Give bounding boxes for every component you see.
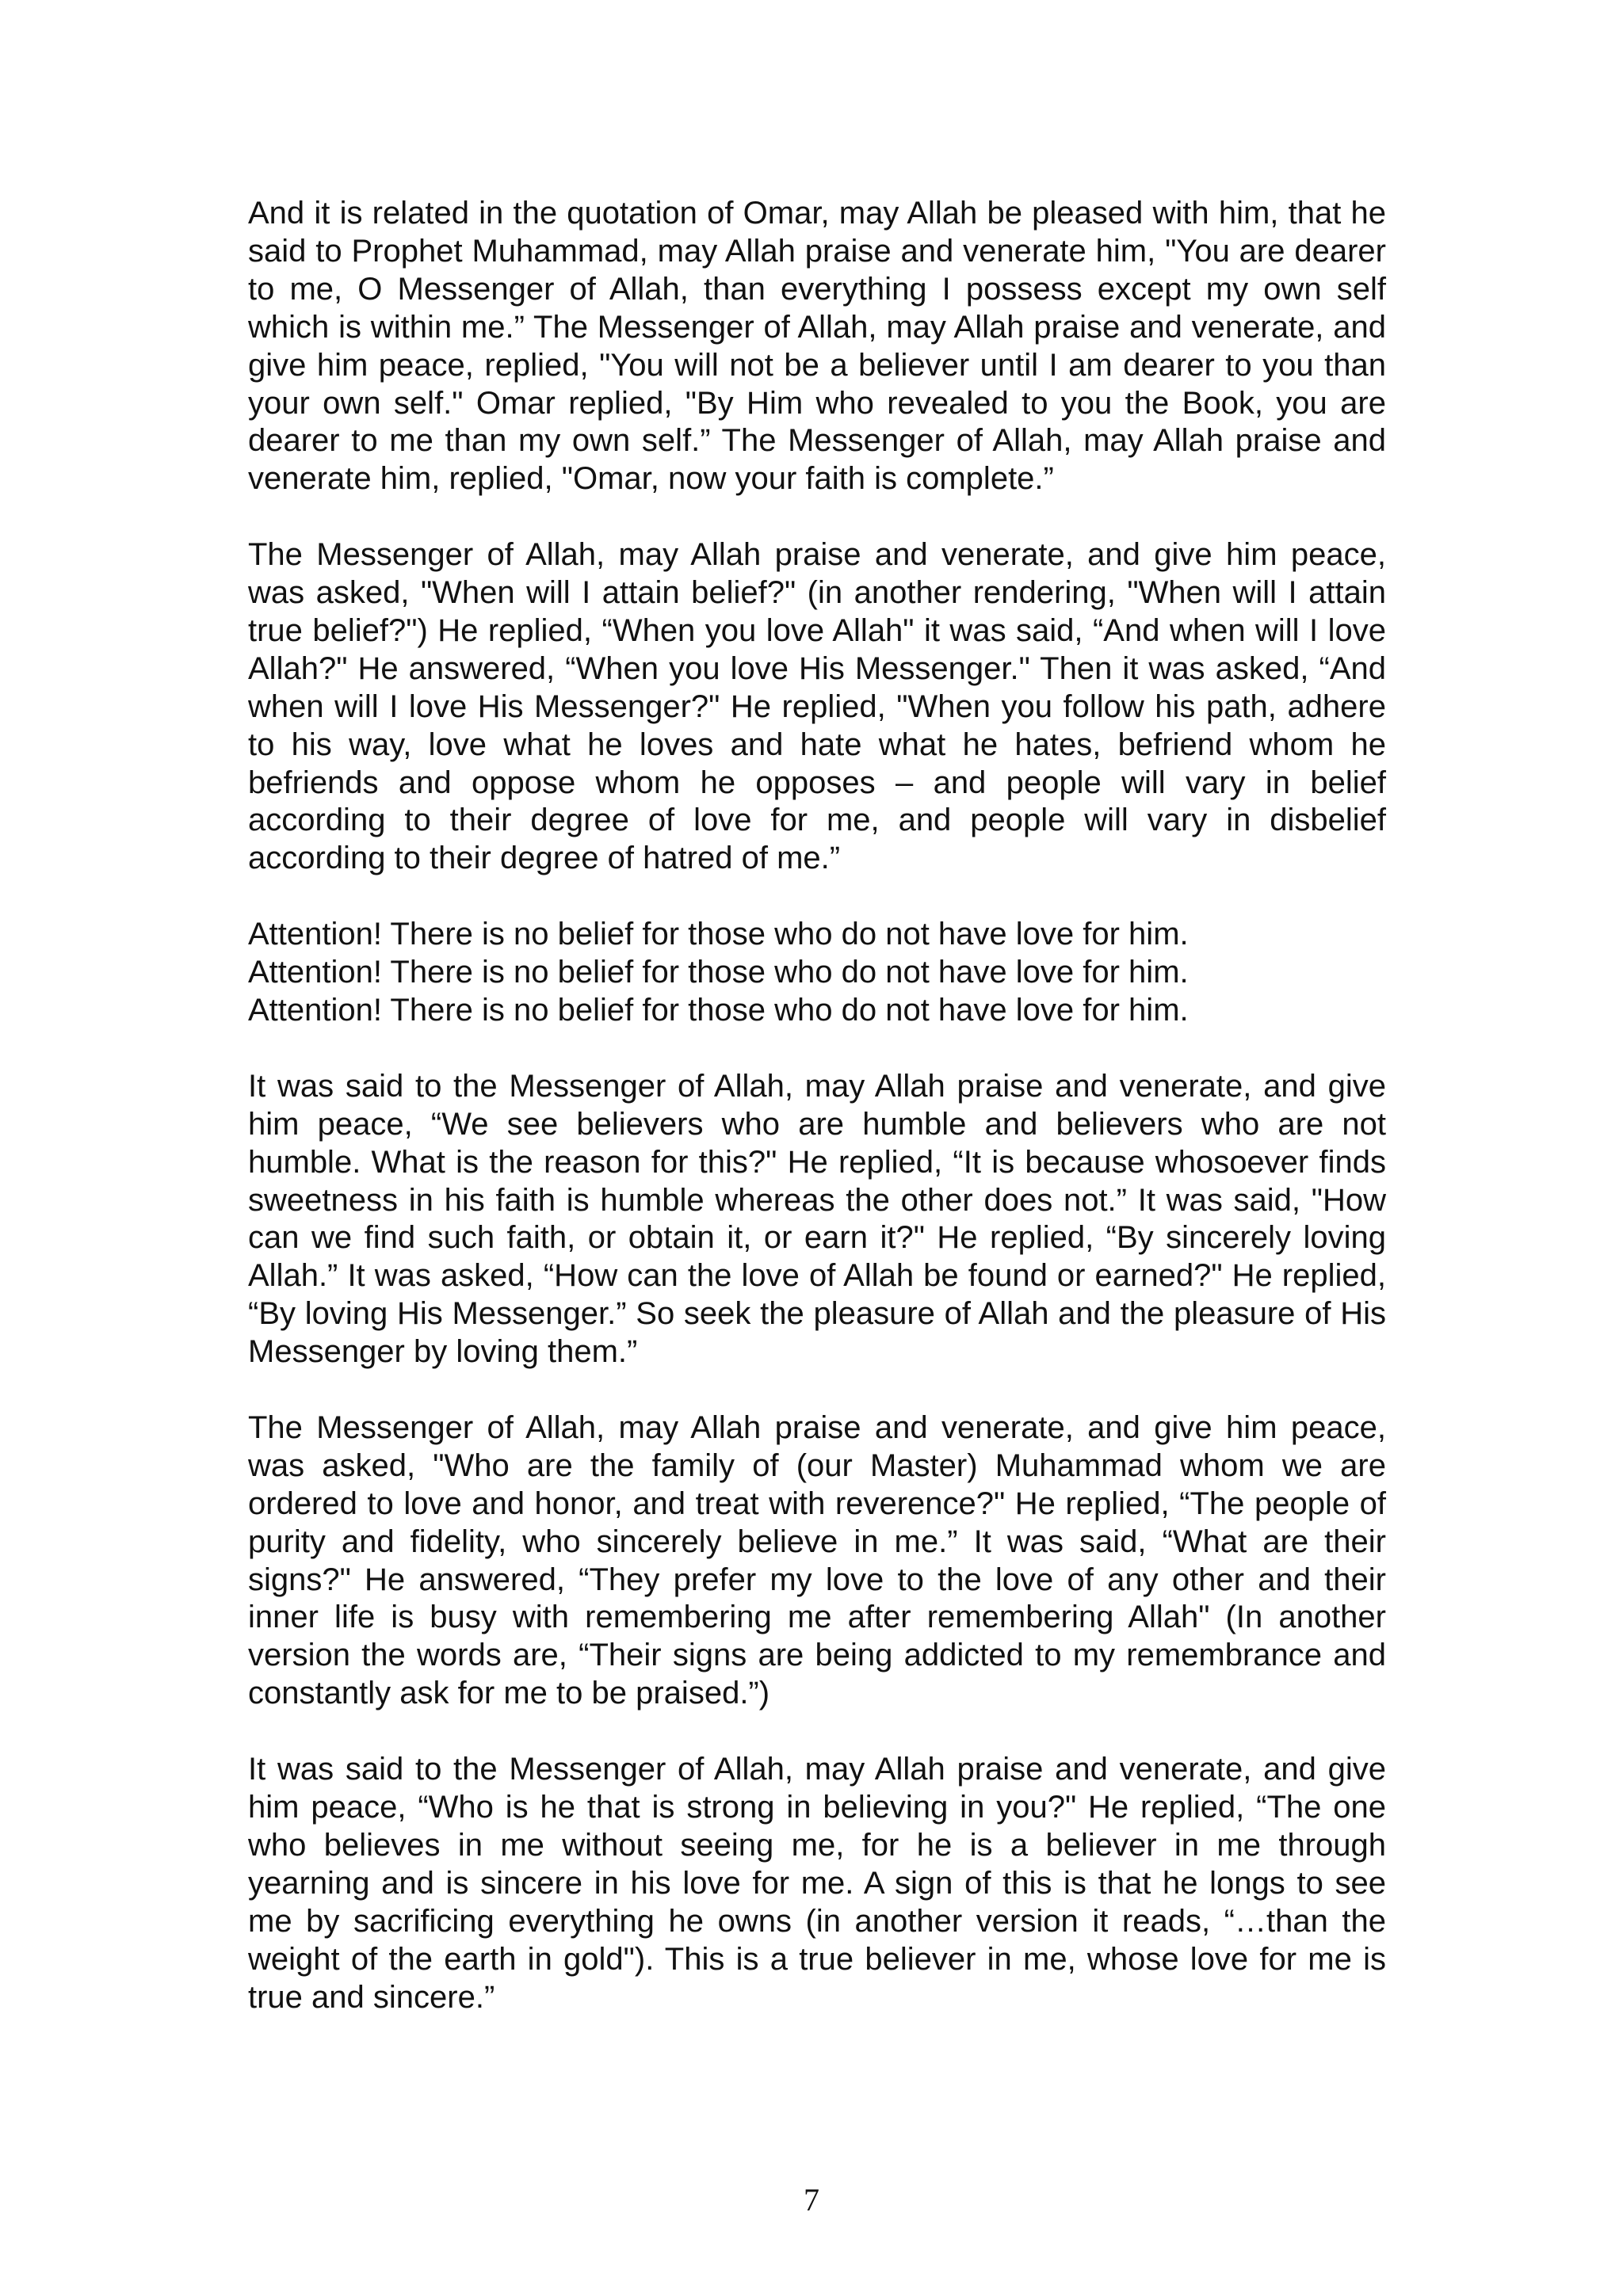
- attention-line: Attention! There is no belief for those who do not have love for him.: [248, 955, 1189, 990]
- paragraph-family-of-muhammad: The Messenger of Allah, may Allah praise and venerate, and give him peace, was asked, "Who are the family of (our Master) Muhammad whom we are ordered to love and honor, and treat with reverence?" He replied, “The people of purity and fidelity, who sincerely believe in me.” It was said, “What are their signs?" He answered, “They prefer my love to the love of any other and their inner life is busy with remembering me after remembering Allah" (In another version the words are, “Their signs are being addicted to my remembrance and constantly ask for me to be praised.”): [248, 1409, 1386, 1711]
- paragraph-omar: And it is related in the quotation of Omar, may Allah be pleased with him, that he said to Prophet Muhammad, may Allah praise and venerate him, "You are dearer to me, O Messenger of Allah, than everything I possess except my own self which is within me.” The Messenger of Allah, may Allah praise and venerate, and give him peace, replied, "You will not be a believer until I am dearer to you than your own self." Omar replied, "By Him who revealed to you the Book, you are dearer to me than my own self.” The Messenger of Allah, may Allah praise and venerate him, replied, "Omar, now your faith is complete.”: [248, 196, 1386, 497]
- attention-block: [248, 916, 1386, 1030]
- paragraph-strong-in-believing: It was said to the Messenger of Allah, may Allah praise and venerate, and give him peace, “Who is he that is strong in believing in you?" He replied, “The one who believes in me without seeing me, for he is a believer in me through yearning and is sincere in his love for me. A sign of this is that he longs to see me by sacrificing everything he owns (in another version it reads, “…than the weight of the earth in gold"). This is a true believer in me, whose love for me is true and sincere.”: [248, 1752, 1386, 2015]
- paragraph-when-will-i-attain-belief: The Messenger of Allah, may Allah praise and venerate, and give him peace, was asked, "When will I attain belief?" (in another rendering, "When will I attain true belief?") He replied, “When you love Allah" it was said, “And when will I love Allah?" He answered, “When you love His Messenger." Then it was asked, “And when will I love His Messenger?" He replied, "When you follow his path, adhere to his way, love what he loves and hate what he hates, befriend whom he befriends and oppose whom he opposes – and people will vary in belief according to their degree of love for me, and people will vary in disbelief according to their degree of hatred of me.”: [248, 537, 1386, 876]
- page-number: 7: [804, 2182, 819, 2218]
- paragraph-humble-believers: It was said to the Messenger of Allah, may Allah praise and venerate, and give him peace, “We see believers who are humble and believers who are not humble. What is the reason for this?" He replied, “It is because whosoever finds sweetness in his faith is humble whereas the other does not.” It was said, "How can we find such faith, or obtain it, or earn it?" He replied, “By sincerely loving Allah.” It was asked, “How can the love of Allah be found or earned?" He replied, “By loving His Messenger.” So seek the pleasure of Allah and the pleasure of His Messenger by loving them.”: [248, 1068, 1386, 1370]
- document-body: [248, 195, 1386, 2054]
- attention-line: Attention! There is no belief for those who do not have love for him.: [248, 917, 1189, 952]
- attention-line: Attention! There is no belief for those who do not have love for him.: [248, 993, 1189, 1028]
